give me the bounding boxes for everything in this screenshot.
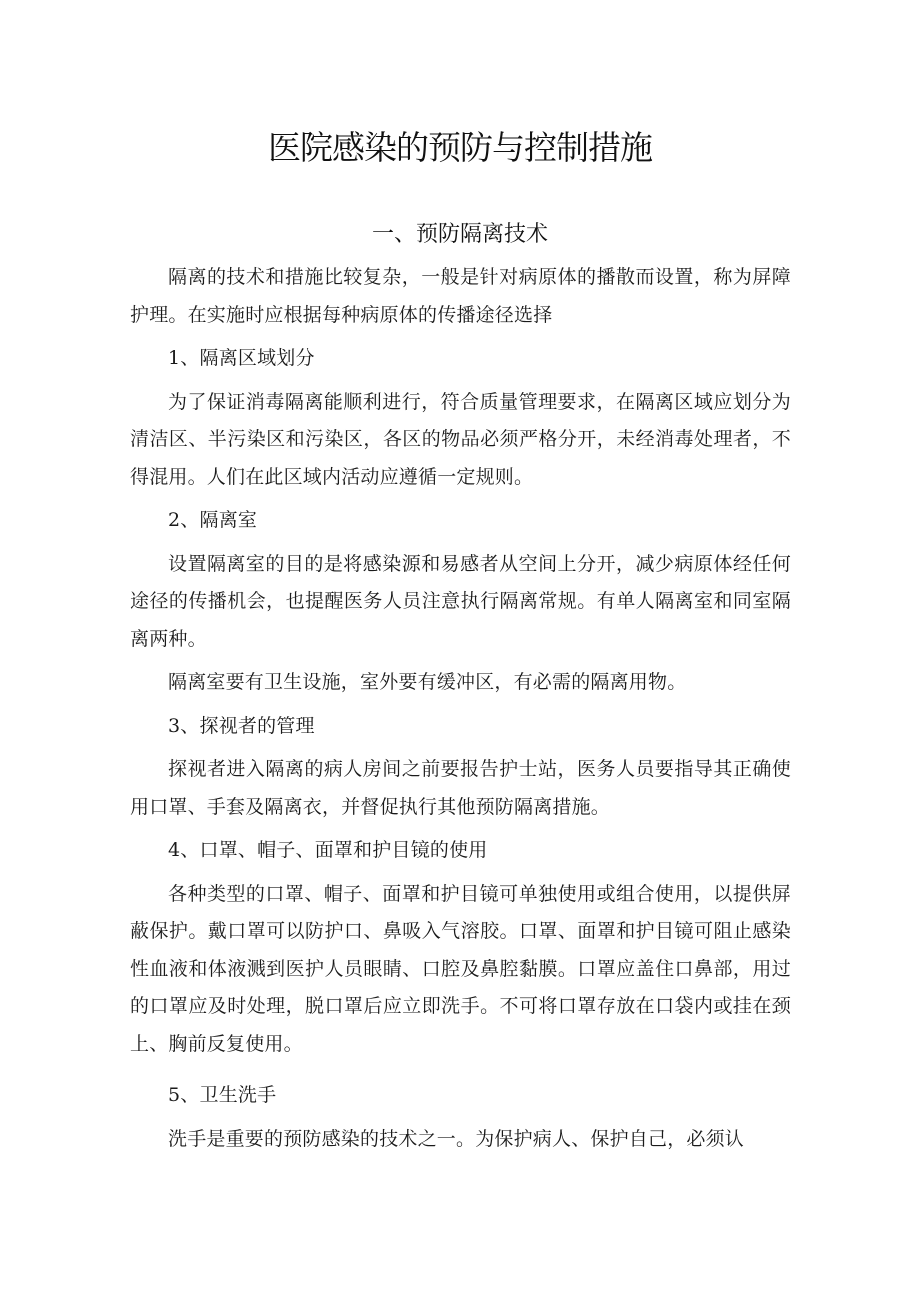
item-4-heading: 4、口罩、帽子、面罩和护目镜的使用 — [168, 839, 488, 861]
item-3-heading: 3、探视者的管理 — [168, 714, 315, 737]
document-title: 医院感染的预防与控制措施 — [268, 128, 652, 167]
item-4-paragraph: 各种类型的口罩、帽子、面罩和护目镜可单独使用或组合使用，以提供屏蔽保护。戴口罩可以防护口、鼻吸入气溶胶。口罩、面罩和护目镜可阻止感染性血液和体液溅到医护人员眼睛、口腔及鼻腔黏膜。口罩应盖住口鼻部，用过的口罩应及时处理，脱口罩后应立即洗手。不可将口罩存放在口袋内或挂在颈上、胸前反复使用。 — [130, 882, 791, 1055]
item-1-paragraph: 为了保证消毒隔离能顺利进行，符合质量管理要求，在隔离区域应划分为清洁区、半污染区和污染区，各区的物品必须严格分开，未经消毒处理者，不得混用。人们在此区域内活动应遵循一定规则。 — [130, 390, 791, 488]
section-title: 一、预防隔离技术 — [371, 222, 548, 247]
item-2-paragraph-1: 设置隔离室的目的是将感染源和易感者从空间上分开，减少病原体经任何途径的传播机会，也提醒医务人员注意执行隔离常规。有单人隔离室和同室隔离两种。 — [130, 552, 791, 650]
item-5-heading: 5、卫生洗手 — [168, 1084, 277, 1106]
item-1-heading: 1、隔离区域划分 — [168, 347, 315, 369]
item-3-paragraph: 探视者进入隔离的病人房间之前要报告护士站，医务人员要指导其正确使用口罩、手套及隔离衣，并督促执行其他预防隔离措施。 — [130, 758, 791, 818]
intro-paragraph: 隔离的技术和措施比较复杂，一般是针对病原体的播散而设置，称为屏障护理。在实施时应根据每种病原体的传播途径选择 — [130, 266, 791, 326]
document-body — [130, 259, 791, 1158]
item-2-heading: 2、隔离室 — [168, 509, 258, 531]
item-5-paragraph: 洗手是重要的预防感染的技术之一。为保护病人、保护自己，必须认 — [168, 1127, 745, 1150]
item-2-paragraph-2: 隔离室要有卫生设施，室外要有缓冲区，有必需的隔离用物。 — [168, 671, 687, 693]
